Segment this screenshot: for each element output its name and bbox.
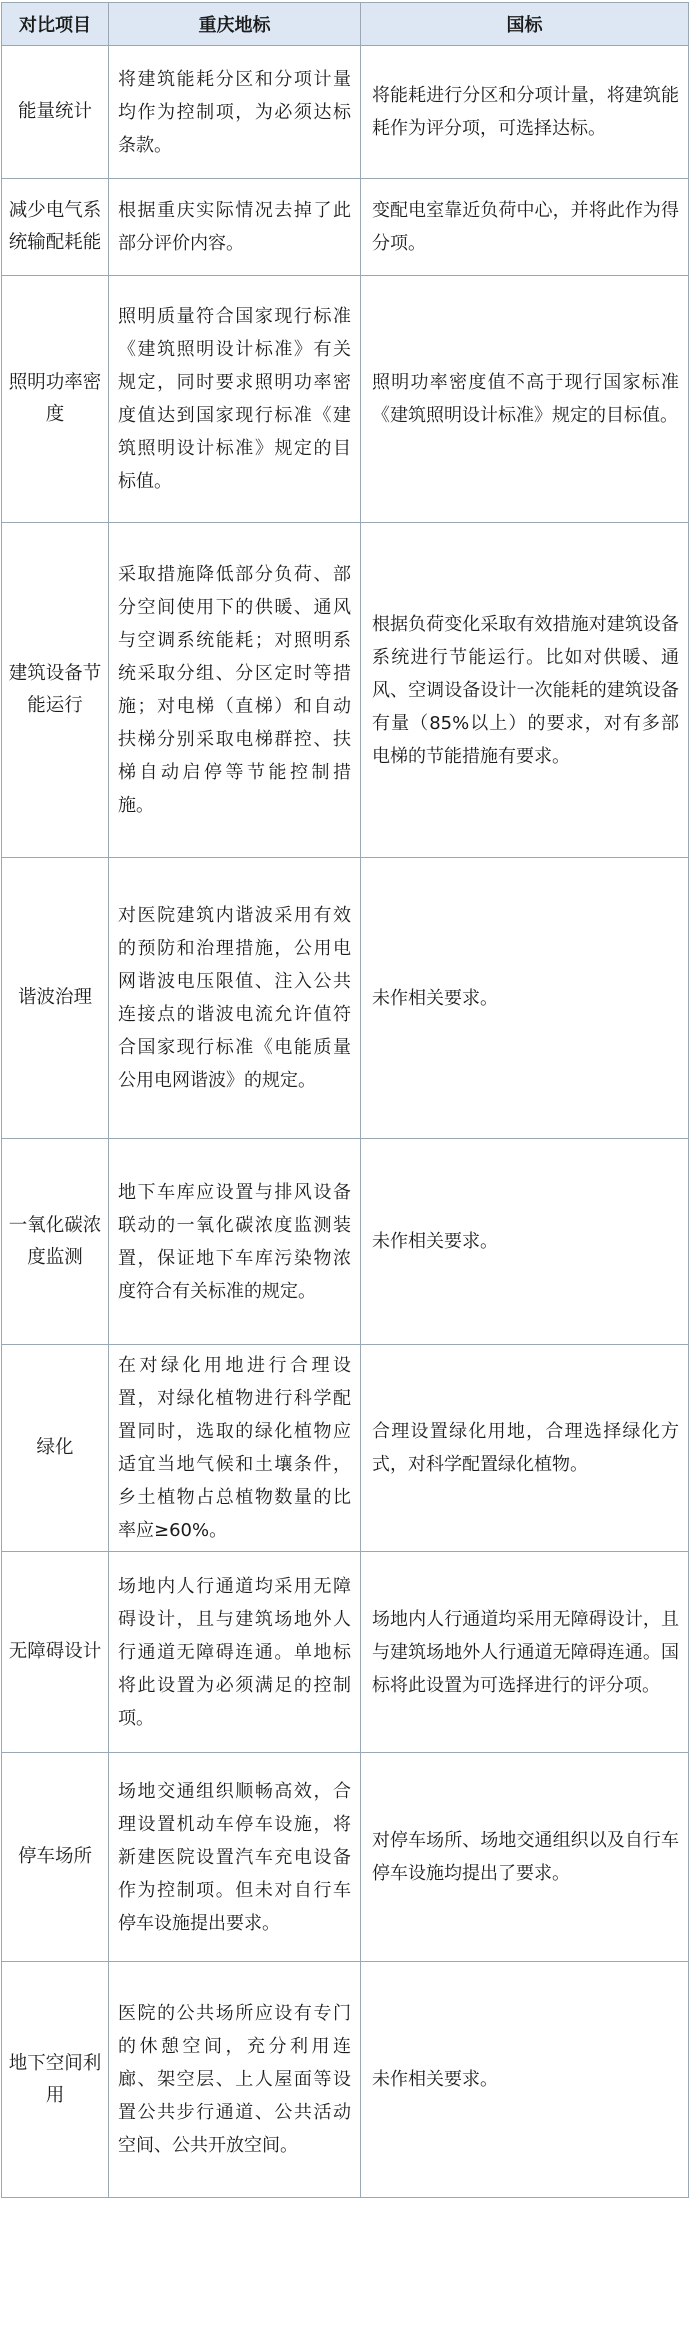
chongqing-cell: 场地内人行通道均采用无障碍设计，且与建筑场地外人行通道无障碍连通。单地标将此设置为必须满足的控制项。 xyxy=(109,1552,361,1753)
table-row xyxy=(2,46,689,179)
national-cell: 变配电室靠近负荷中心，并将此作为得分项。 xyxy=(361,179,689,276)
table-row xyxy=(2,523,689,858)
table-row xyxy=(2,179,689,276)
national-cell: 未作相关要求。 xyxy=(361,1962,689,2198)
comparison-table xyxy=(1,2,689,2198)
national-cell: 根据负荷变化采取有效措施对建筑设备系统进行节能运行。比如对供暖、通风、空调设备设计一次能耗的建筑设备有量（85%以上）的要求，对有多部电梯的节能措施有要求。 xyxy=(361,523,689,858)
national-cell: 场地内人行通道均采用无障碍设计，且与建筑场地外人行通道无障碍连通。国标将此设置为可选择进行的评分项。 xyxy=(361,1552,689,1753)
table-row xyxy=(2,276,689,523)
chongqing-cell: 医院的公共场所应设有专门的休憩空间，充分利用连廊、架空层、上人屋面等设置公共步行通道、公共活动空间、公共开放空间。 xyxy=(109,1962,361,2198)
chongqing-cell: 地下车库应设置与排风设备联动的一氧化碳浓度监测装置，保证地下车库污染物浓度符合有关标准的规定。 xyxy=(109,1139,361,1345)
header-national: 国标 xyxy=(361,3,689,46)
table-row xyxy=(2,1753,689,1962)
national-cell: 未作相关要求。 xyxy=(361,858,689,1139)
item-cell: 一氧化碳浓度监测 xyxy=(2,1139,109,1345)
national-cell: 未作相关要求。 xyxy=(361,1139,689,1345)
table-row xyxy=(2,858,689,1139)
chongqing-cell: 根据重庆实际情况去掉了此部分评价内容。 xyxy=(109,179,361,276)
item-cell: 绿化 xyxy=(2,1345,109,1552)
header-row xyxy=(2,3,689,46)
national-cell: 对停车场所、场地交通组织以及自行车停车设施均提出了要求。 xyxy=(361,1753,689,1962)
item-cell: 建筑设备节能运行 xyxy=(2,523,109,858)
header-item: 对比项目 xyxy=(2,3,109,46)
chongqing-cell: 将建筑能耗分区和分项计量均作为控制项，为必须达标条款。 xyxy=(109,46,361,179)
table-row xyxy=(2,1139,689,1345)
national-cell: 将能耗进行分区和分项计量，将建筑能耗作为评分项，可选择达标。 xyxy=(361,46,689,179)
table-row xyxy=(2,1962,689,2198)
national-cell: 照明功率密度值不高于现行国家标准《建筑照明设计标准》规定的目标值。 xyxy=(361,276,689,523)
chongqing-cell: 场地交通组织顺畅高效，合理设置机动车停车设施，将新建医院设置汽车充电设备作为控制项。但未对自行车停车设施提出要求。 xyxy=(109,1753,361,1962)
item-cell: 无障碍设计 xyxy=(2,1552,109,1753)
table-row xyxy=(2,1552,689,1753)
item-cell: 地下空间利用 xyxy=(2,1962,109,2198)
chongqing-cell: 照明质量符合国家现行标准《建筑照明设计标准》有关规定，同时要求照明功率密度值达到国家现行标准《建筑照明设计标准》规定的目标值。 xyxy=(109,276,361,523)
chongqing-cell: 在对绿化用地进行合理设置，对绿化植物进行科学配置同时，选取的绿化植物应适宜当地气候和土壤条件，乡土植物占总植物数量的比率应≥60%。 xyxy=(109,1345,361,1552)
item-cell: 停车场所 xyxy=(2,1753,109,1962)
table-row xyxy=(2,1345,689,1552)
national-cell: 合理设置绿化用地，合理选择绿化方式，对科学配置绿化植物。 xyxy=(361,1345,689,1552)
chongqing-cell: 对医院建筑内谐波采用有效的预防和治理措施，公用电网谐波电压限值、注入公共连接点的谐波电流允许值符合国家现行标准《电能质量公用电网谐波》的规定。 xyxy=(109,858,361,1139)
header-chongqing: 重庆地标 xyxy=(109,3,361,46)
item-cell: 减少电气系统输配耗能 xyxy=(2,179,109,276)
chongqing-cell: 采取措施降低部分负荷、部分空间使用下的供暖、通风与空调系统能耗；对照明系统采取分组、分区定时等措施；对电梯（直梯）和自动扶梯分别采取电梯群控、扶梯自动启停等节能控制措施。 xyxy=(109,523,361,858)
item-cell: 照明功率密度 xyxy=(2,276,109,523)
item-cell: 谐波治理 xyxy=(2,858,109,1139)
item-cell: 能量统计 xyxy=(2,46,109,179)
